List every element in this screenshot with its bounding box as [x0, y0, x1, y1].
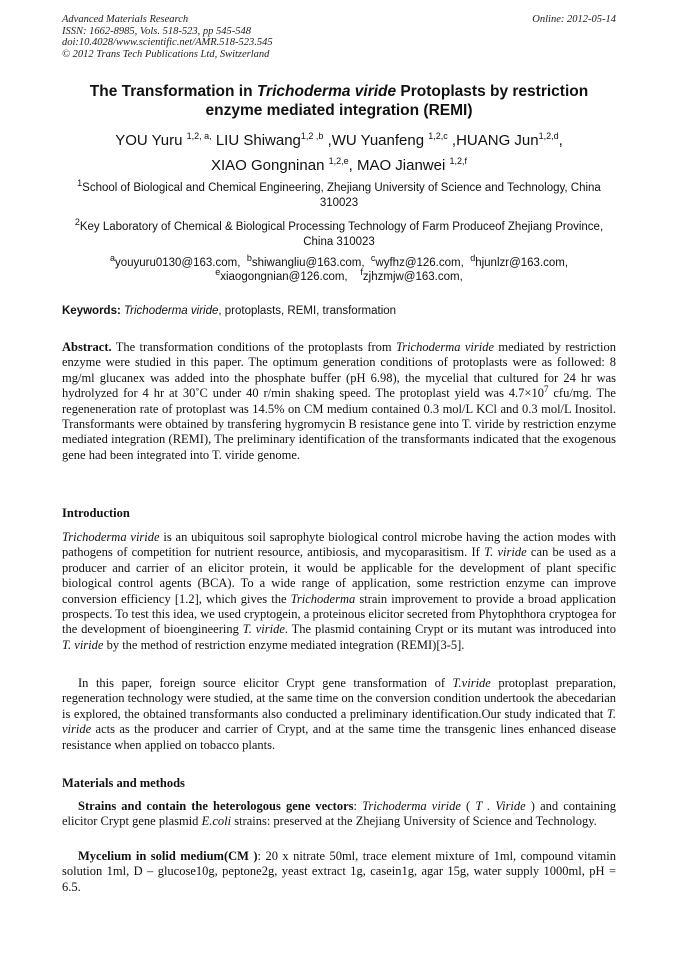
keyword-italic: Trichoderma viride [124, 305, 219, 317]
email-e[interactable]: xiaogongnian@126.com, [220, 271, 348, 283]
italic-term: T. viride [62, 706, 616, 737]
italic-term: T . Viride [475, 799, 526, 813]
email-a[interactable]: youyuru0130@163.com, [114, 257, 241, 269]
paragraph-text: protoplast preparation, regeneration technology were studied, at the same time on the conversion condition undertook the abecedarian is explored, the obtained transformants also conducted a preliminary identification.Our study indicated that [62, 676, 616, 721]
methods-heading: Materials and methods [62, 776, 185, 790]
email-f[interactable]: zjhzmjw@163.com, [362, 271, 463, 283]
italic-term: T. viride [62, 637, 104, 652]
paragraph-text: : [353, 799, 363, 813]
abstract-text: mediated by restriction enzyme were studied in this paper. The optimum generation conditions of protoplasts were as followed: 8 mg/ml glucanex was added into the phosphate buffer (pH 6.98), the mycelial that cultured for 24 hr was hydrolyzed for 4 hr at 30˚C under 40 r/min shaking speed. The protoplast yield was 4.7×10 [62, 340, 616, 401]
issn-line: ISSN: 1662-8985, Vols. 518-523, pp 545-548 [62, 25, 251, 37]
paragraph-text: In this paper, foreign source elicitor Crypt gene transformation of [78, 676, 453, 690]
keywords-rest: , protoplasts, REMI, transformation [218, 305, 397, 317]
author-name: XIAO Gongninan [211, 157, 329, 174]
abstract-label: Abstract. [62, 340, 112, 354]
paragraph-text: . The plasmid containing Crypt or its mutant was introduced into [284, 622, 616, 637]
copyright-line: © 2012 Trans Tech Publications Ltd, Switzerland [62, 48, 270, 60]
author-name: ,HUANG Jun [447, 132, 539, 149]
italic-term: T. viride [242, 622, 285, 637]
methods-paragraph-2 [62, 849, 616, 895]
paragraph-bold-lead: Mycelium in solid medium(CM ) [78, 849, 258, 863]
online-date: Online: 2012-05-14 [532, 14, 616, 25]
methods-paragraph-1 [62, 799, 616, 830]
email-sup: c [370, 253, 376, 264]
italic-term: T.viride [452, 676, 491, 690]
paragraph-text: strains: preserved at the Zhejiang University of Science and Technology. [231, 814, 597, 829]
author-sup: 1,2,c [428, 131, 448, 141]
italic-term: Trichoderma [290, 591, 356, 606]
affiliation-2 [62, 217, 616, 250]
paragraph-text: strain improvement to provide a broad application prospects. To test this idea, we used cryptogein, a proteinous elicitor secreted from Phytophthora cryptogea for the development of bioengineering [62, 591, 616, 637]
email-c[interactable]: wyfhz@126.com, [375, 257, 464, 269]
keywords-label: Keywords: [62, 305, 121, 317]
email-sup: b [246, 253, 252, 264]
author-sup: 1,2, a, [186, 131, 212, 141]
author-separator: , [558, 132, 563, 149]
introduction-paragraph-1 [62, 530, 616, 653]
email-sup: f [360, 267, 363, 278]
paragraph-text: : 20 x nitrate 50ml, trace element mixture of 1ml, compound vitamin solution 1ml, D – glucose10g, peptone2g, yeast extract 1g, casein1g, agar 15g, water supply 1000ml, pH = 6.5. [62, 849, 616, 894]
email-sup: d [470, 253, 476, 264]
author-emails [62, 253, 616, 284]
affiliation-1 [62, 178, 616, 211]
author-name: YOU Yuru [115, 132, 187, 149]
abstract-italic: Trichoderma viride [395, 340, 495, 354]
author-name: , MAO Jianwei [348, 157, 450, 174]
paragraph-text: is an ubiquitous soil saprophyte biological control microbe having the action modes with pathogens of competition for nutrient resource, antibiosis, and mycoparasitism. If [62, 530, 616, 560]
email-sup: e [215, 267, 221, 278]
author-name: ,WU Yuanfeng [323, 132, 429, 149]
paragraph-text: acts as the producer and carrier of Crypt, and at the same time the transgenic lines enhanced disease resistance when applied on tobacco plants. [62, 722, 616, 752]
affiliation-sup: 1 [77, 178, 83, 189]
paragraph-text: ( [460, 799, 476, 813]
email-sup: a [109, 253, 115, 264]
introduction-paragraph-2 [62, 676, 616, 753]
title-italic: Trichoderma viride [256, 83, 397, 100]
italic-term: Trichoderma viride [62, 530, 160, 544]
paragraph-bold-lead: Strains and contain the heterologous gene vectors [78, 799, 354, 813]
title-part-2: Protoplasts by restriction enzyme mediated integration (REMI) [205, 83, 589, 119]
italic-term: T. viride [484, 545, 527, 560]
author-sup: 1,2 ,b [300, 131, 324, 141]
email-d[interactable]: hjunlzr@163.com, [475, 257, 569, 269]
affiliation-sup: 2 [74, 217, 80, 228]
affiliation-text: School of Biological and Chemical Engineering, Zhejiang University of Science and Technology, China 310023 [82, 182, 601, 209]
paragraph-text: by the method of restriction enzyme mediated integration (REMI)[3-5]. [103, 637, 465, 652]
italic-term: E.coli [201, 814, 232, 829]
paragraph-text: can be used as a producer and carrier of an elicitor protein, it would be applicable for the development of plant specific biological control agents (BCA). To a wide range of application, some restriction enzyme can improve conversion efficiency [1.2], which gives the [62, 545, 616, 606]
abstract-text: The transformation conditions of the protoplasts from [111, 340, 396, 354]
affiliation-text: Key Laboratory of Chemical & Biological Processing Technology of Farm Produceof Zhejiang Province, China 310023 [79, 221, 604, 248]
abstract [62, 340, 616, 463]
journal-header [62, 14, 616, 60]
author-sup: 1,2,e [328, 156, 349, 166]
author-name: LIU Shiwang [211, 132, 301, 149]
author-sup: 1,2,f [449, 156, 467, 166]
journal-name: Advanced Materials Research [62, 14, 189, 25]
abstract-text: cfu/mg. The regeneneration rate of protoplast was 14.5% on CM medium contained 0.3 mol/L KCl and 0.3 mol/L Inositol. Transformants were obtained by transfering hygromycin B resistance gene into T. viride by restriction enzyme mediated integration (REMI), The preliminary identification of the transformants indicated that the exogenous gene had been integrated into T. viride genome. [62, 386, 616, 462]
title-part-1: The Transformation in [89, 83, 257, 100]
paragraph-text: ) and containing elicitor Crypt gene plasmid [62, 799, 616, 829]
paper-title [60, 82, 618, 120]
introduction-heading: Introduction [62, 506, 130, 520]
doi-line: doi:10.4028/www.scientific.net/AMR.518-523.545 [62, 37, 273, 48]
keywords-line [62, 305, 616, 317]
author-list [60, 128, 618, 178]
italic-term: Trichoderma viride [362, 799, 461, 813]
abstract-sup: 7 [543, 384, 549, 395]
author-sup: 1,2,d [538, 131, 559, 141]
email-b[interactable]: shiwangliu@163.com, [251, 257, 365, 269]
